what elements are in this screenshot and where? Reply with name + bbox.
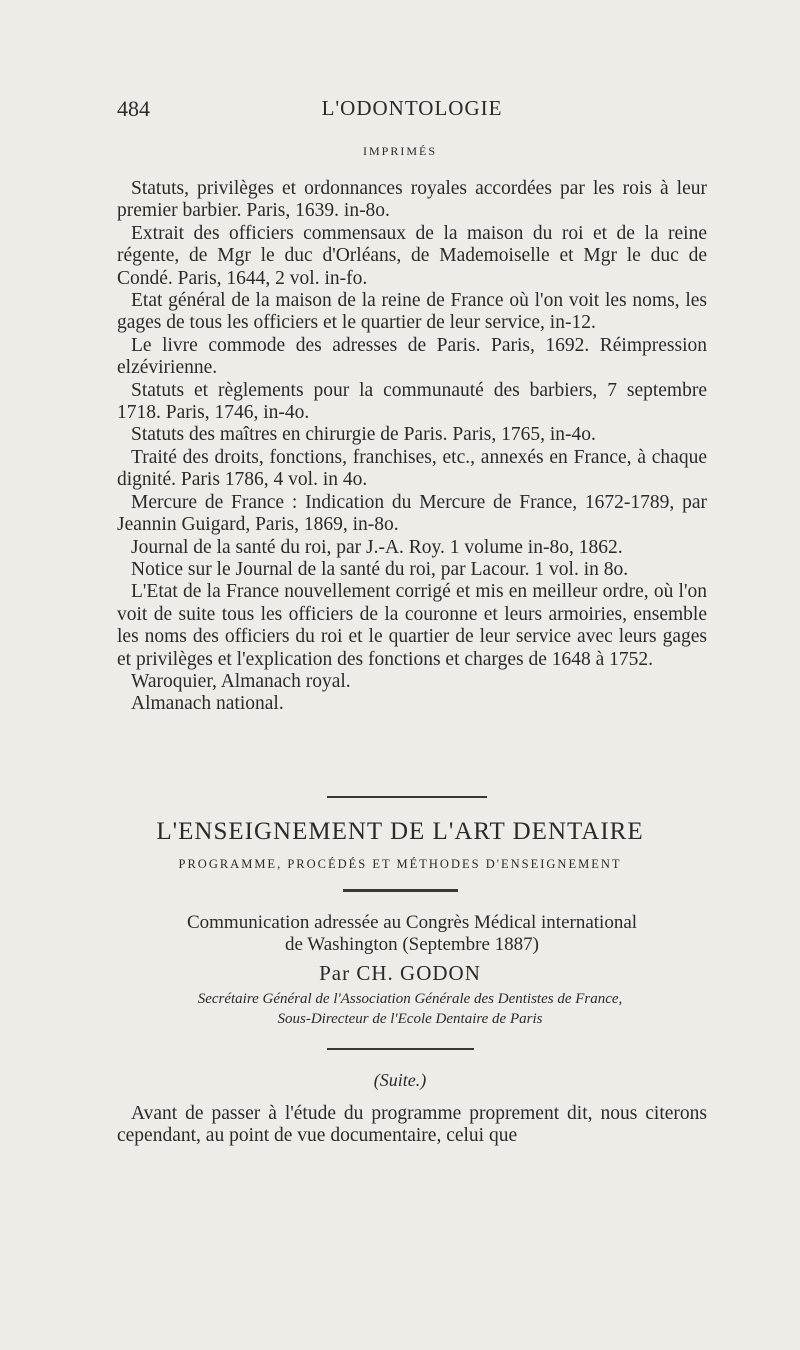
bibliography-entry: Notice sur le Journal de la santé du roi, par Lacour. 1 vol. in 8o. bbox=[131, 558, 629, 580]
bibliography-entry: Waroquier, Almanach royal. bbox=[131, 670, 351, 692]
bibliography-entry: Almanach national. bbox=[131, 693, 284, 715]
body-paragraph bbox=[117, 1103, 707, 1148]
bibliography-list bbox=[117, 178, 707, 716]
continuation-label: (Suite.) bbox=[373, 1070, 427, 1090]
article-title: L'ENSEIGNEMENT DE L'ART DENTAIRE bbox=[156, 818, 644, 845]
article-subtitle: PROGRAMME, PROCÉDÉS ET MÉTHODES D'ENSEIGNEMENT bbox=[178, 857, 622, 871]
author-affiliation: Secrétaire Général de l'Association Générale des Dentistes de France, bbox=[197, 991, 623, 1007]
communication-line: de Washington (Septembre 1887) bbox=[284, 934, 540, 955]
author-line: Par CH. GODON bbox=[319, 961, 481, 985]
bibliography-entry: Traité des droits, fonctions, franchises, etc., annexés en France, à chaque dignité. Paris 1786, 4 vol. in 4o. bbox=[117, 446, 707, 491]
author-affiliation: Sous-Directeur de l'Ecole Dentaire de Paris bbox=[277, 1011, 543, 1027]
communication-note bbox=[117, 912, 707, 956]
section-label: IMPRIMÉS bbox=[362, 144, 437, 158]
running-title: L'ODONTOLOGIE bbox=[321, 96, 503, 120]
bibliography-entry: Statuts des maîtres en chirurgie de Paris. Paris, 1765, in-4o. bbox=[131, 424, 596, 446]
bibliography-entry: Le livre commode des adresses de Paris. Paris, 1692. Réimpression elzévirienne. bbox=[117, 334, 707, 379]
paragraph-text: Avant de passer à l'étude du programme proprement dit, nous citerons cependant, au point de vue documentaire, celui que bbox=[117, 1103, 707, 1147]
page-number: 484 bbox=[117, 96, 150, 121]
bibliography-entry: Journal de la santé du roi, par J.-A. Roy. 1 volume in-8o, 1862. bbox=[131, 536, 623, 558]
byline-divider bbox=[327, 1048, 474, 1050]
communication-line: Communication adressée au Congrès Médical international bbox=[186, 912, 638, 933]
bibliography-entry: Extrait des officiers commensaux de la maison du roi et de la reine régente, de Mgr le duc d'Orléans, de Mademoiselle et Mgr le duc de Condé. Paris, 1644, 2 vol. in-fo. bbox=[117, 222, 707, 289]
page-header bbox=[117, 96, 707, 126]
title-divider bbox=[343, 889, 458, 892]
bibliography-entry: Statuts, privilèges et ordonnances royales accordées par les rois à leur premier barbier. Paris, 1639. in-8o. bbox=[117, 178, 707, 222]
bibliography-entry: Mercure de France : Indication du Mercure de France, 1672-1789, par Jeannin Guigard, Paris, 1869, in-8o. bbox=[117, 491, 707, 536]
bibliography-entry: L'Etat de la France nouvellement corrigé et mis en meilleur ordre, où l'on voit de suite tous les officiers de la couronne et leurs armoiries, ensemble les noms des officiers du roi et le quartier de leur service avec leurs gages et privilèges et l'explication des fonctions et charges de 1648 à 1752. bbox=[117, 581, 707, 670]
bibliography-entry: Statuts et règlements pour la communauté des barbiers, 7 septembre 1718. Paris, 1746, in-4o. bbox=[117, 379, 707, 424]
section-divider bbox=[327, 796, 487, 798]
bibliography-entry: Etat général de la maison de la reine de France où l'on voit les noms, les gages de tous les officiers et le quartier de leur service, in-12. bbox=[117, 290, 707, 334]
